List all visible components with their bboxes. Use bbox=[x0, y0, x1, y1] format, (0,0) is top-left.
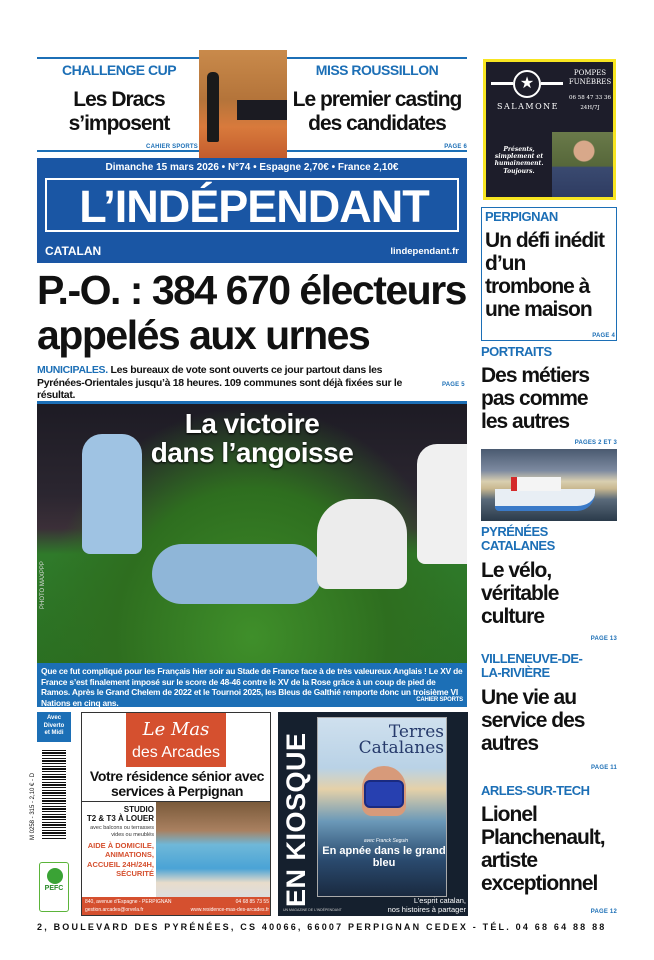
teaser-right-title[interactable]: Le premier casting des candidates bbox=[292, 88, 462, 135]
magazine-cover bbox=[317, 717, 447, 897]
ad-salamone[interactable] bbox=[483, 59, 616, 200]
arcades-service: AIDE À DOMICILE, bbox=[87, 841, 154, 850]
teaser-right-page-ref: PAGE 6 bbox=[444, 144, 467, 150]
right-kicker: PYRÉNÉES CATALANES bbox=[481, 524, 555, 553]
salamone-phone: 06 58 47 33 36 bbox=[569, 95, 611, 101]
jury-table bbox=[237, 100, 287, 120]
player-ground bbox=[152, 544, 322, 604]
arcades-website: www.residence-mas-des-arcades.fr bbox=[190, 906, 269, 913]
top-rule-right bbox=[287, 57, 467, 59]
supplement-line1: Avec bbox=[46, 715, 62, 721]
pefc-logo bbox=[39, 862, 69, 912]
magazine-title: Terres Catalanes bbox=[358, 722, 444, 759]
salamone-contact bbox=[564, 94, 616, 114]
arcades-logo bbox=[126, 713, 226, 767]
pilot-boat-photo[interactable] bbox=[481, 449, 617, 521]
kiosque-publisher: UN MAGAZINE DE L’INDÉPENDANT bbox=[283, 908, 342, 912]
rugby-headline-line1: La victoire bbox=[184, 408, 320, 439]
photo-credit: PHOTO MAXPPP bbox=[40, 561, 46, 609]
right-headline[interactable]: Une vie au service des autres bbox=[481, 686, 585, 756]
issue-info: Dimanche 15 mars 2026 • N°74 • Espagne 2,70€ • France 2,10€ bbox=[105, 162, 399, 173]
barcode-text: M 0258 - 315 - 2,10 € - D bbox=[30, 772, 36, 840]
supplement-line2: Diverto bbox=[43, 722, 65, 729]
arcades-services bbox=[84, 841, 154, 879]
arcades-phone: 04 68 85 73 55 bbox=[235, 899, 269, 905]
right-headline[interactable]: Lionel Planchenault, artiste exceptionnel bbox=[481, 803, 605, 896]
star-icon: ★ bbox=[513, 70, 541, 98]
right-page-ref: PAGE 13 bbox=[590, 636, 617, 642]
supplement-badge bbox=[37, 712, 71, 742]
tree-icon bbox=[47, 868, 63, 884]
salamone-hours: 24H/7J bbox=[580, 104, 600, 111]
salamone-service bbox=[566, 69, 614, 87]
arcades-studio-line1: STUDIO bbox=[123, 805, 154, 814]
candidate-figure bbox=[207, 72, 219, 142]
right-kicker: VILLENEUVE-DE-LA-RIVIÈRE bbox=[481, 651, 583, 680]
teaser-left-kicker: CHALLENGE CUP bbox=[61, 62, 177, 78]
rugby-headline-line2: dans l’angoisse bbox=[150, 437, 354, 469]
salamone-service-line2: FUNÈBRES bbox=[568, 77, 612, 86]
main-lead-text: Les bureaux de vote sont ouverts ce jour partout dans les Pyrénées-Orientales jusqu’à 18 heures. 109 communes sont déjà fixées sur le résultat. bbox=[37, 364, 403, 402]
salamone-slogan: Présents, simplement et humainement. Toujours. bbox=[494, 146, 544, 175]
top-rule-left bbox=[37, 57, 199, 59]
newspaper-logo[interactable]: L’INDÉPENDANT bbox=[79, 181, 429, 232]
newspaper-logo-frame bbox=[45, 178, 459, 232]
website-link[interactable]: lindependant.fr bbox=[390, 246, 459, 257]
arcades-logo-bottom: des Arcades bbox=[131, 744, 221, 761]
kiosque-label: EN KIOSQUE bbox=[281, 732, 311, 907]
ad-mas-des-arcades[interactable] bbox=[81, 712, 271, 916]
teaser-left-page-ref: CAHIER SPORTS bbox=[146, 144, 198, 150]
arcades-studio-line2: T2 & T3 À LOUER bbox=[86, 814, 154, 824]
right-kicker: PORTRAITS bbox=[481, 344, 552, 359]
arcades-service: SÉCURITÉ bbox=[116, 869, 154, 879]
rugby-caption-text: Que ce fut compliqué pour les Français hier soir au Stade de France face à de très valeureux Anglais ! Le XV de France s’est finalement imposé sur le score de 48-46 contre le XV de la Rose grâce à un coup de pied de Ramos. Après le Grand Chelem de 2022 et le Tournoi 2025, les Bleus de Galthié remporte donc un troisième VI Nations en cinq ans. bbox=[41, 666, 463, 708]
arcades-service: ANIMATIONS, bbox=[104, 850, 154, 860]
arcades-headline: Votre résidence sénior avec services à Perpignan bbox=[89, 768, 265, 800]
pool-photo bbox=[156, 802, 271, 897]
masthead bbox=[37, 158, 467, 263]
right-page-ref: PAGE 12 bbox=[590, 909, 617, 915]
arcades-address: 840, avenue d’Espagne - PERPIGNAN bbox=[85, 899, 172, 905]
magazine-cover-author: avec Franck Seguin bbox=[363, 838, 409, 844]
main-lead-kicker: MUNICIPALES. bbox=[37, 364, 108, 376]
miss-casting-photo[interactable] bbox=[199, 50, 287, 160]
salamone-name: SALAMONE bbox=[497, 102, 559, 111]
teaser-right-kicker: MISS ROUSSILLON bbox=[315, 62, 439, 78]
rugby-headline bbox=[37, 409, 467, 468]
main-story-page-ref: PAGE 5 bbox=[442, 382, 465, 388]
rugby-caption-ref: CAHIER SPORTS bbox=[416, 696, 463, 703]
teaser-left-title[interactable]: Les Dracs s’imposent bbox=[68, 88, 170, 135]
right-headline[interactable]: Le vélo, véritable culture bbox=[481, 559, 559, 629]
wing-left-icon bbox=[491, 82, 513, 85]
salamone-portrait bbox=[552, 132, 616, 200]
right-page-ref: PAGES 2 ET 3 bbox=[574, 440, 617, 446]
kiosque-tagline bbox=[338, 896, 466, 914]
boat-hull bbox=[495, 489, 595, 511]
right-kicker: PERPIGNAN bbox=[485, 209, 558, 224]
player-england bbox=[317, 499, 407, 589]
footer-address: 2, BOULEVARD DES PYRÉNÉES, CS 40066, 66007 PERPIGNAN CEDEX - TÉL. 04 68 64 88 88 bbox=[37, 922, 607, 932]
ad-en-kiosque[interactable] bbox=[278, 712, 468, 916]
bottom-rule-left bbox=[37, 150, 199, 152]
right-kicker: ARLES-SUR-TECH bbox=[481, 783, 590, 798]
diving-mask-icon bbox=[364, 780, 404, 808]
arcades-studio bbox=[84, 805, 154, 823]
rugby-photo[interactable] bbox=[37, 401, 467, 663]
boat-cabin bbox=[511, 477, 561, 491]
wing-right-icon bbox=[541, 82, 563, 85]
bottom-rule-right bbox=[287, 150, 467, 152]
right-headline[interactable]: Des métiers pas comme les autres bbox=[481, 364, 590, 434]
right-headline[interactable]: Un défi inédit d’un trombone à une maison bbox=[485, 229, 604, 322]
edition-name: CATALAN bbox=[45, 244, 102, 258]
main-headline[interactable]: P.-O. : 384 670 électeurs appelés aux urnes bbox=[37, 267, 466, 359]
supplement-line3: et Midi bbox=[44, 730, 64, 736]
arcades-email: gestion.arcades@orvela.fr bbox=[85, 906, 144, 913]
arcades-service: ACCUEIL 24H/24H, bbox=[87, 859, 154, 869]
magazine-cover-headline: En apnée dans le grand bleu bbox=[322, 845, 446, 869]
right-page-ref: PAGE 11 bbox=[591, 765, 617, 771]
barcode bbox=[42, 750, 66, 840]
pefc-label: PEFC bbox=[44, 885, 64, 892]
kiosque-tagline-line1: L’esprit catalan, bbox=[413, 896, 466, 905]
kiosque-tagline-line2: nos histoires à partager bbox=[387, 905, 466, 914]
salamone-service-line1: POMPES bbox=[573, 69, 607, 77]
arcades-balcony: avec balcons ou terrasses vides ou meublés bbox=[90, 825, 154, 838]
main-lead bbox=[37, 364, 432, 402]
rugby-caption bbox=[37, 663, 467, 707]
arcades-logo-top: Le Mas bbox=[142, 719, 210, 740]
arcades-contact bbox=[82, 897, 271, 916]
right-page-ref: PAGE 4 bbox=[592, 333, 615, 339]
